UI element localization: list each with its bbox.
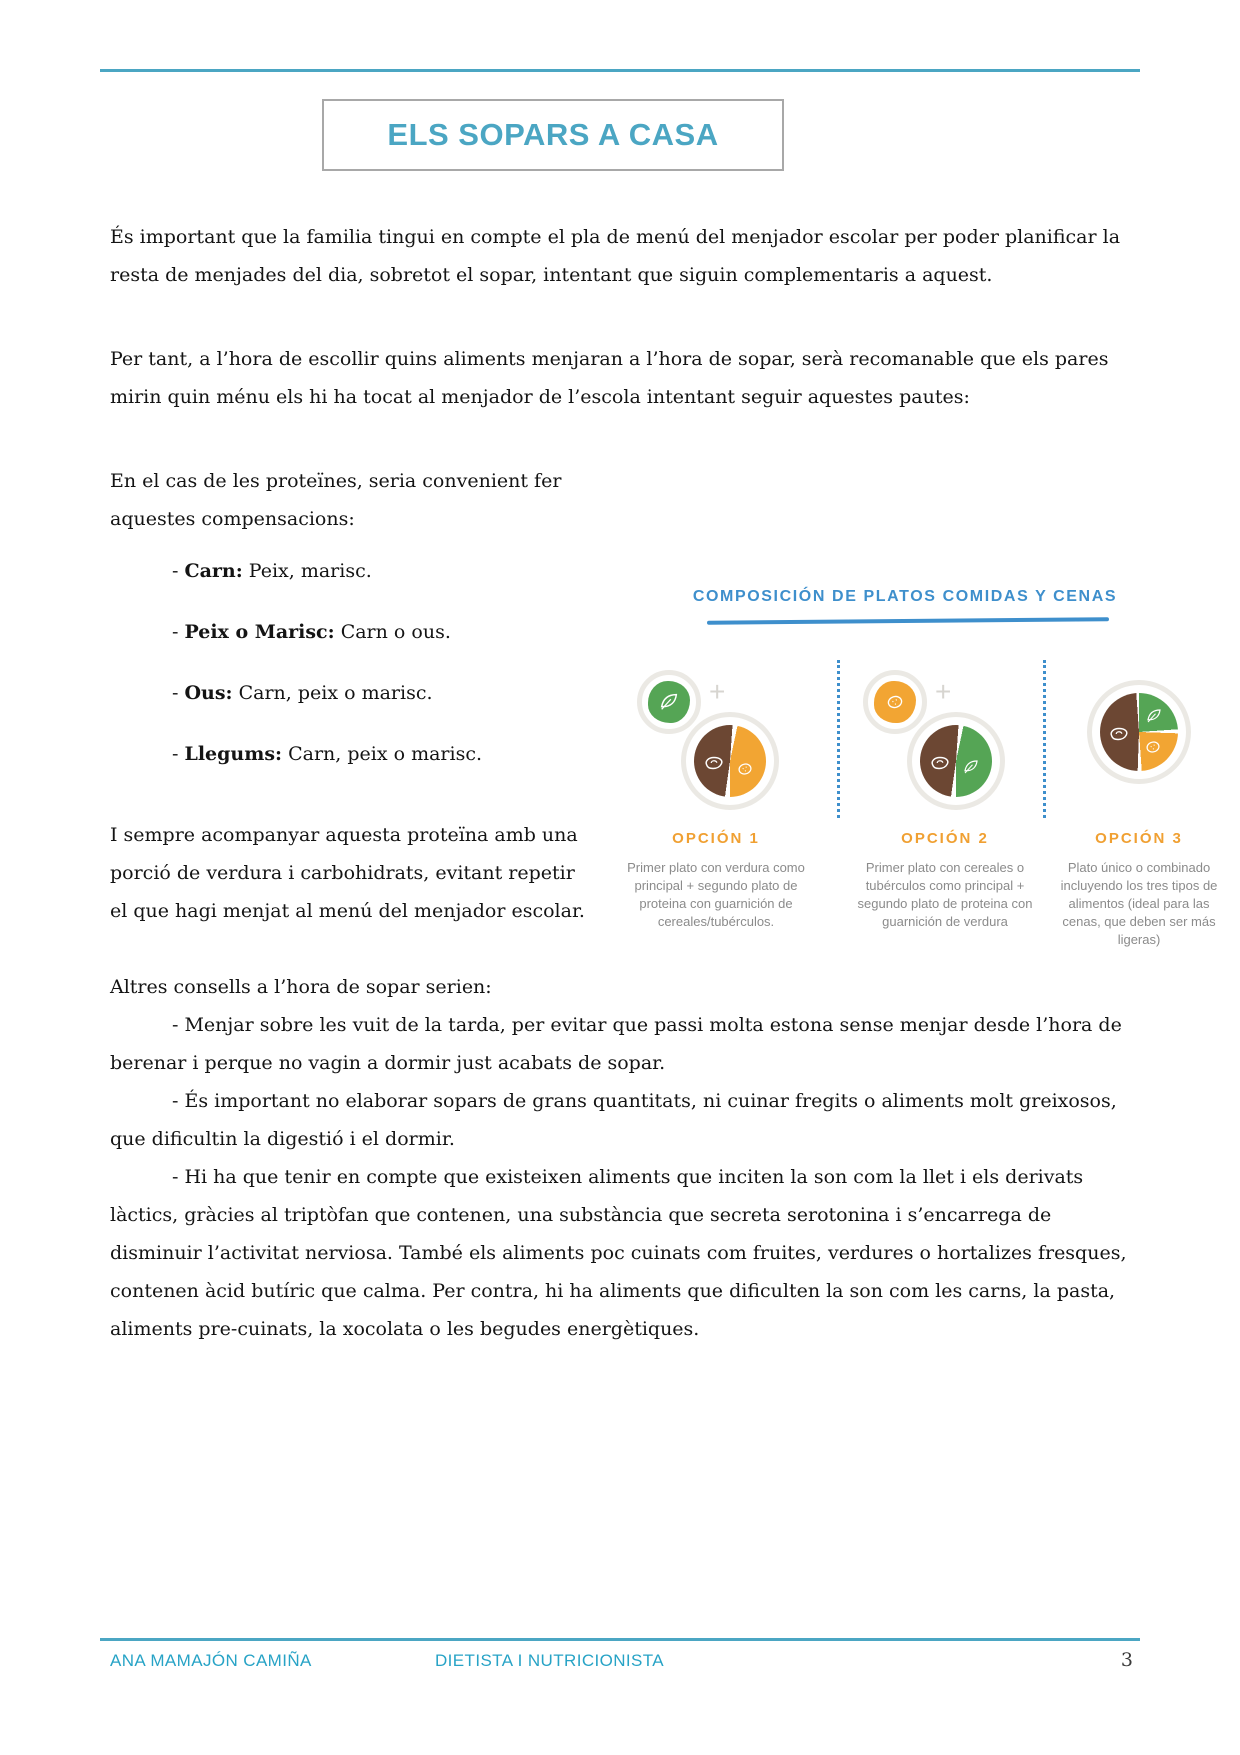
infographic-title: COMPOSICIÓN DE PLATOS COMIDAS Y CENAS: [692, 588, 1118, 605]
plates-illustration: [1053, 644, 1225, 836]
tip-item: - Menjar sobre les vuit de la tarda, per evitar que passi molta estona sense menjar desde l’hora de berenar i perque no vagin a dormir just acabats de sopar.: [110, 1014, 1122, 1074]
cereal-portion: [874, 681, 916, 723]
meat-icon: [929, 752, 951, 774]
proteins-paragraph: En el cas de les proteïnes, seria convenient fer aquestes compensacions:: [110, 470, 562, 530]
accompaniment-paragraph: I sempre acompanyar aquesta proteïna amb una porció de verdura i carbohidrats, evitant repetir el que hagi menjat al menú del menjador escolar.: [110, 824, 585, 922]
dotted-divider: [837, 660, 840, 818]
tips-intro: Altres consells a l’hora de sopar serien:: [110, 976, 492, 998]
footer-author: ANA MAMAJÓN CAMIÑA: [110, 1651, 312, 1670]
list-item: - Carn: Peix, marisc.: [172, 560, 372, 582]
option-column-1: [595, 522, 837, 970]
plate: [907, 712, 1005, 810]
potato-icon: [885, 692, 905, 712]
page-title: ELS SOPARS A CASA: [387, 117, 719, 152]
list-item: - Peix o Marisc: Carn o ous.: [172, 621, 451, 643]
meat-icon: [703, 752, 725, 774]
protein-vegetable-plate: [920, 725, 992, 797]
page-number: 3: [1120, 1649, 1133, 1671]
meat-icon: [1108, 723, 1130, 745]
vegetable-portion: [648, 681, 690, 723]
plate: [681, 712, 779, 810]
footer-divider: [100, 1638, 1140, 1641]
option-label: OPCIÓN 2: [901, 830, 989, 847]
footer-role: DIETISTA I NUTRICIONISTA: [435, 1651, 665, 1670]
plate: [637, 670, 701, 734]
potato-icon: [736, 760, 754, 778]
potato-icon: [1144, 738, 1162, 756]
top-divider: [100, 69, 1140, 72]
combined-plate: [1100, 693, 1178, 771]
protein-cereal-plate: [694, 725, 766, 797]
list-item: - Llegums: Carn, peix o marisc.: [172, 743, 483, 765]
title-box: [322, 99, 784, 171]
option-description: Primer plato con verdura como principal + segundo plato de proteina con guarnición de cereales/tubérculos.: [627, 860, 805, 929]
plus-icon: +: [935, 676, 952, 707]
plus-icon: +: [709, 676, 726, 707]
leaf-icon: [658, 691, 680, 713]
plates-illustration: [847, 644, 1043, 836]
option-label: OPCIÓN 1: [672, 830, 760, 847]
tips-section: [110, 968, 1140, 1348]
tip-item: - Hi ha que tenir en compte que existeixen aliments que inciten la son com la llet i els derivats làctics, gràcies al triptòfan que contenen, una substància que secreta serotonina i s’encarrega de disminuir l’activitat nerviosa. També els aliments poc cuinats com fruites, verdures o hortalizes fresques, contenen àcid butíric que calma. Per contra, hi ha aliments que dificulten la son com les carns, la pasta, aliments pre-cuinats, la xocolata o les begudes energètiques.: [110, 1166, 1127, 1340]
option-label: OPCIÓN 3: [1095, 830, 1183, 847]
option-description: Plato único o combinado incluyendo los tres tipos de alimentos (ideal para las cenas, que deben ser más ligeras): [1060, 860, 1218, 947]
dotted-divider: [1043, 660, 1046, 818]
guideline-paragraph: Per tant, a l’hora de escollir quins aliments menjaran a l’hora de sopar, serà recomanable que els pares mirin quin ménu els hi ha tocat al menjador de l’escola intentant seguir aquestes pautes:: [110, 348, 1109, 408]
leaf-icon: [962, 758, 980, 776]
plate: [863, 670, 927, 734]
list-item: - Ous: Carn, peix o marisc.: [172, 682, 433, 704]
plates-illustration: [595, 644, 837, 836]
option-column-2: [847, 522, 1043, 970]
plate: [1087, 680, 1191, 784]
option-description: Primer plato con cereales o tubérculos como principal + segundo plato de proteina con guarnición de verdura: [857, 860, 1033, 929]
plate-composition-infographic: [585, 522, 1225, 970]
tip-item: - És important no elaborar sopars de grans quantitats, ni cuinar fregits o aliments molt greixosos, que dificultin la digestió i el dormir.: [110, 1090, 1117, 1150]
leaf-icon: [1145, 707, 1163, 725]
option-column-3: [1053, 522, 1225, 970]
intro-paragraph: És important que la familia tingui en compte el pla de menú del menjador escolar per poder planificar la resta de menjades del dia, sobretot el sopar, intentant que siguin complementaris a aquest.: [110, 226, 1121, 286]
